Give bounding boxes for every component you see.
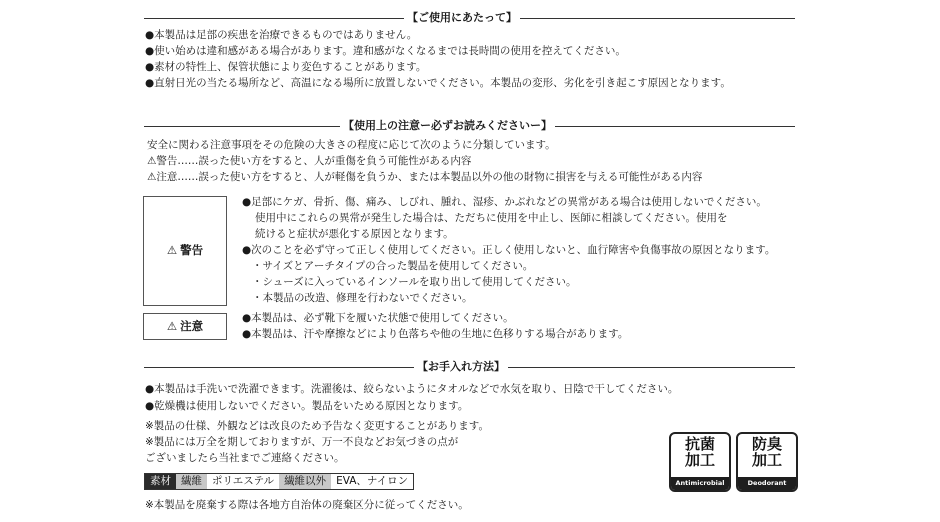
warning-line: ・シューズに入っているインソールを取り出して使用してください。 <box>252 276 577 288</box>
materials-table <box>144 473 414 490</box>
warning-line: ・サイズとアーチタイプの合った製品を使用してください。 <box>252 260 534 272</box>
non-fiber-value: EVA、ナイロン <box>331 474 413 489</box>
deodorant-badge <box>736 432 798 492</box>
caution-icon: ⚠ <box>166 318 178 333</box>
materials-label: 素材 <box>145 474 176 489</box>
section3-note: ございましたら当社までご連絡ください。 <box>145 452 345 464</box>
warning-line: ●足部にケガ、骨折、傷、痛み、しびれ、腫れ、湿疹、かぶれなどの異常がある場合は使用しないでください。 <box>242 196 767 208</box>
warning-line: ●次のことを必ず守って正しく使用してください。正しく使用しないと、血行障害や負傷事故の原因となります。 <box>242 244 776 256</box>
non-fiber-label: 繊維以外 <box>279 474 331 489</box>
caution-line: ●本製品は、必ず靴下を履いた状態で使用してください。 <box>242 312 514 324</box>
caution-line: ●本製品は、汗や摩擦などにより色落ちや他の生地に色移りする場合があります。 <box>242 328 629 340</box>
antimicrobial-line1: 抗菌 <box>684 435 715 453</box>
section2-intro: ⚠注意……誤った使い方をすると、人が軽傷を負うか、または本製品以外の他の財物に損害を与える可能性がある内容 <box>147 171 703 183</box>
antimicrobial-badge <box>669 432 731 492</box>
disposal-note: ※本製品を廃棄する際は各地方自治体の廃棄区分に従ってください。 <box>145 499 469 511</box>
section1-line: ●使い始めは違和感がある場合があります。違和感がなくなるまでは長時間の使用を控えてください。 <box>145 45 626 57</box>
section1-line: ●本製品は足部の疾患を治療できるものではありません。 <box>145 29 418 41</box>
warning-line: ・本製品の改造、修理を行わないでください。 <box>252 292 473 304</box>
section3-note: ※製品には万全を期しておりますが、万一不良などお気づきの点が <box>145 436 459 448</box>
caution-box <box>143 313 227 340</box>
fiber-value: ポリエステル <box>207 474 279 489</box>
warning-label: 警告 <box>180 243 204 258</box>
caution-label: 注意 <box>180 318 204 333</box>
section1-line: ●素材の特性上、保管状態により変色することがあります。 <box>145 61 427 73</box>
section2-intro: 安全に関わる注意事項をその危険の大きさの程度に応じて次のように分類しています。 <box>147 139 556 151</box>
warning-line: 続けると症状が悪化する原因となります。 <box>255 228 454 240</box>
section3-header: 【お手入れ方法】 <box>414 360 508 373</box>
deodorant-line2: 加工 <box>751 450 782 469</box>
warning-box <box>143 196 227 306</box>
section3-line: ●乾燥機は使用しないでください。製品をいためる原因となります。 <box>145 400 469 412</box>
section3-line: ●本製品は手洗いで洗濯できます。洗濯後は、絞らないようにタオルなどで水気を取り、日陰で干してください。 <box>145 383 679 395</box>
section1-line: ●直射日光の当たる場所など、高温になる場所に放置しないでください。本製品の変形、劣化を引き起こす原因となります。 <box>145 77 731 89</box>
fiber-label: 繊維 <box>176 474 207 489</box>
deodorant-foot: Deodorant <box>738 477 796 490</box>
antimicrobial-foot: Antimicrobial <box>671 477 729 490</box>
section2-intro: ⚠警告……誤った使い方をすると、人が重傷を負う可能性がある内容 <box>147 155 472 167</box>
warning-line: 使用中にこれらの異常が発生した場合は、ただちに使用を中止し、医師に相談してください。使用を <box>255 212 728 224</box>
antimicrobial-line2: 加工 <box>684 450 715 469</box>
section3-note: ※製品の仕様、外観などは改良のため予告なく変更することがあります。 <box>145 420 489 432</box>
section2-header: 【使用上の注意ー必ずお読みくださいー】 <box>340 119 555 132</box>
section1-header: 【ご使用にあたって】 <box>404 11 520 24</box>
warning-icon: ⚠ <box>166 243 178 258</box>
deodorant-line1: 防臭 <box>751 435 782 453</box>
